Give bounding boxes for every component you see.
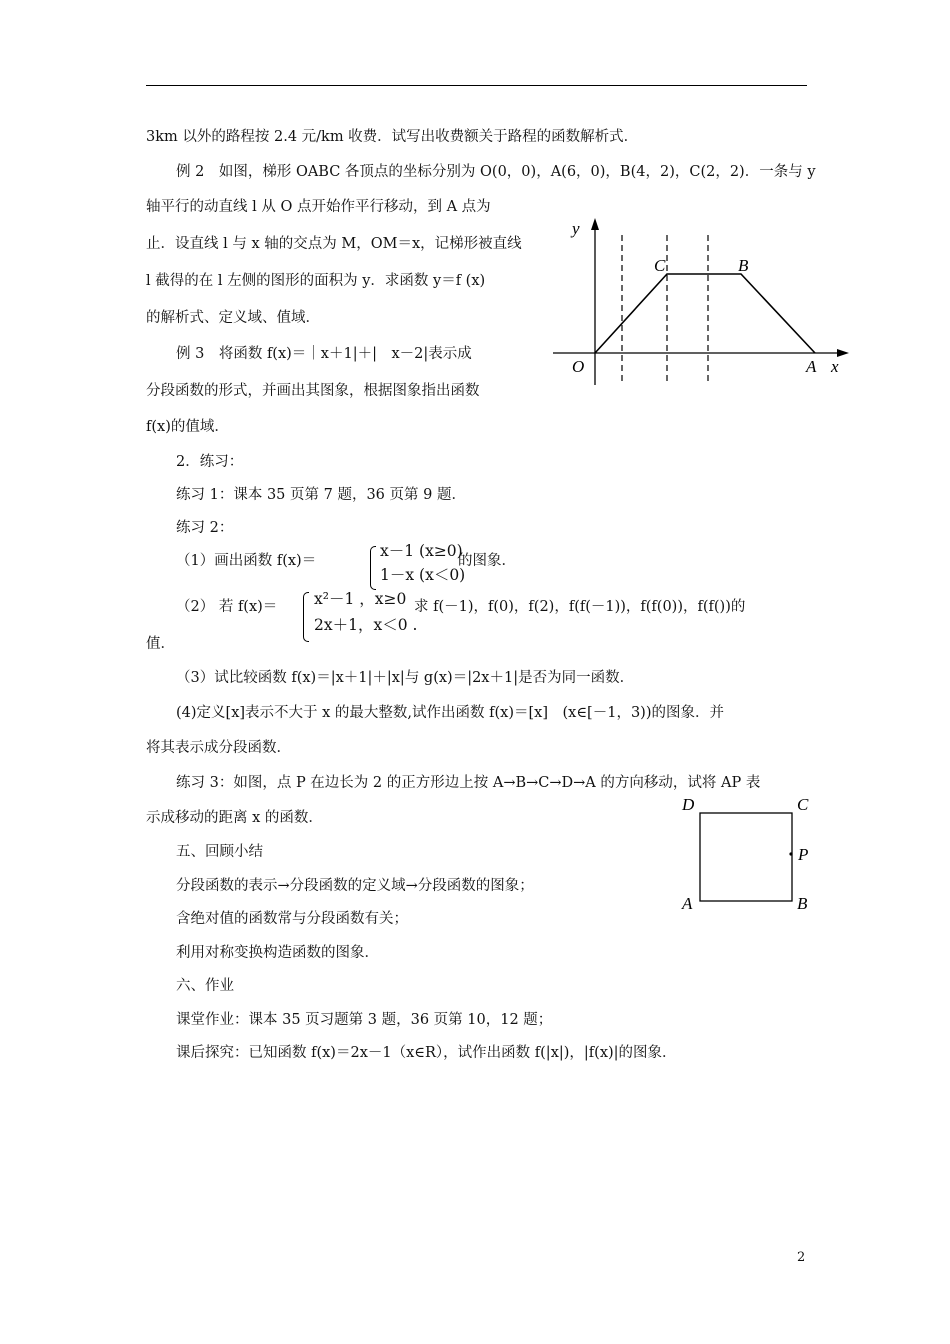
- text-line: (4)定义[x]表示不大于 x 的最大整数,试作出函数 f(x)＝[x] (x∈[－1，3))的图象．并: [176, 705, 724, 721]
- text-line: 六、作业: [176, 978, 234, 994]
- text-line: 五、回顾小结: [176, 844, 263, 860]
- text-line: （3）试比较函数 f(x)＝|x＋1|＋|x|与 g(x)＝|2x＋1|是否为同一函数．: [176, 670, 635, 686]
- text-line: 值．: [146, 636, 175, 652]
- text-line: 例 3 将函数 f(x)＝｜x＋1|＋| x－2|表示成: [176, 346, 472, 362]
- text-line: 利用对称变换构造函数的图象．: [176, 945, 379, 961]
- point-p-dot: [789, 852, 792, 855]
- text-line: 分段函数的表示→分段函数的定义域→分段函数的图象；: [176, 878, 534, 894]
- text-line: 练习 2：: [176, 520, 234, 536]
- label-A: A: [806, 357, 817, 376]
- text-line: 将其表示成分段函数．: [146, 740, 291, 756]
- text-line: 练习 3：如图，点 P 在边长为 2 的正方形边上按 A→B→C→D→A 的方向移动，试将 AP 表: [176, 775, 761, 791]
- label-A: A: [682, 894, 693, 913]
- text-line: 课后探究：已知函数 f(x)＝2x－1（x∈R），试作出函数 f(|x|)，|f(x)|的图象．: [176, 1045, 677, 1061]
- piecewise-case: 2x＋1，x＜0 .: [314, 616, 418, 634]
- left-brace: [370, 546, 376, 590]
- piecewise-case: x²－1 ，x≥0: [314, 590, 407, 608]
- text-line: l 截得的在 l 左侧的图形的面积为 y．求函数 y＝f (x): [146, 273, 486, 289]
- trapezoid-outline: [595, 274, 815, 353]
- text-line: 止．设直线 l 与 x 轴的交点为 M，OM＝x，记梯形被直线: [146, 236, 522, 252]
- text-line: 含绝对值的函数常与分段函数有关；: [176, 911, 408, 927]
- text-line: 的解析式、定义域、值域．: [146, 310, 320, 326]
- text-line: 示成移动的距离 x 的函数．: [146, 810, 323, 826]
- square-outline: [700, 813, 792, 901]
- label-y: y: [572, 219, 580, 238]
- text-line: 3km 以外的路程按 2.4 元/km 收费．试写出收费额关于路程的函数解析式．: [146, 129, 639, 145]
- text-line: f(x)的值域．: [146, 419, 229, 435]
- text-line: 分段函数的形式，并画出其图象，根据图象指出函数: [146, 383, 480, 399]
- page-number: 2: [797, 1250, 806, 1265]
- text-line: 2．练习：: [176, 454, 244, 470]
- label-B: B: [797, 894, 808, 913]
- trapezoid-figure: [545, 210, 855, 395]
- label-x: x: [831, 357, 839, 376]
- text-line: （2） 若 f(x)＝: [176, 599, 278, 615]
- header-rule: [146, 85, 807, 86]
- label-C: C: [797, 795, 809, 814]
- x-axis-arrow: [837, 349, 849, 357]
- label-B: B: [738, 256, 749, 275]
- label-P: P: [798, 845, 809, 864]
- y-axis-arrow: [591, 218, 599, 230]
- label-O: O: [572, 357, 585, 376]
- label-C: C: [654, 256, 666, 275]
- square-figure: [675, 790, 825, 920]
- piecewise-case: 1－x (x＜0): [380, 566, 466, 584]
- text-line: 练习 1：课本 35 页第 7 题，36 页第 9 题．: [176, 487, 466, 503]
- piecewise-case: x－1 (x≥0): [380, 542, 463, 560]
- text-line: 轴平行的动直线 l 从 O 点开始作平行移动，到 A 点为: [146, 199, 491, 215]
- text-line: 的图象．: [458, 553, 516, 569]
- text-line: 例 2 如图，梯形 OABC 各顶点的坐标分别为 O(0，0)，A(6，0)，B(4，2)，C(2，2)．一条与 y: [176, 164, 816, 180]
- text-line: （1）画出函数 f(x)＝: [176, 553, 317, 569]
- label-D: D: [682, 795, 695, 814]
- text-line: 求 f(－1)，f(0)，f(2)，f(f(－1))，f(f(0))，f(f())的: [414, 599, 746, 615]
- text-line: 课堂作业：课本 35 页习题第 3 题，36 页第 10，12 题；: [176, 1012, 553, 1028]
- left-brace: [303, 592, 309, 642]
